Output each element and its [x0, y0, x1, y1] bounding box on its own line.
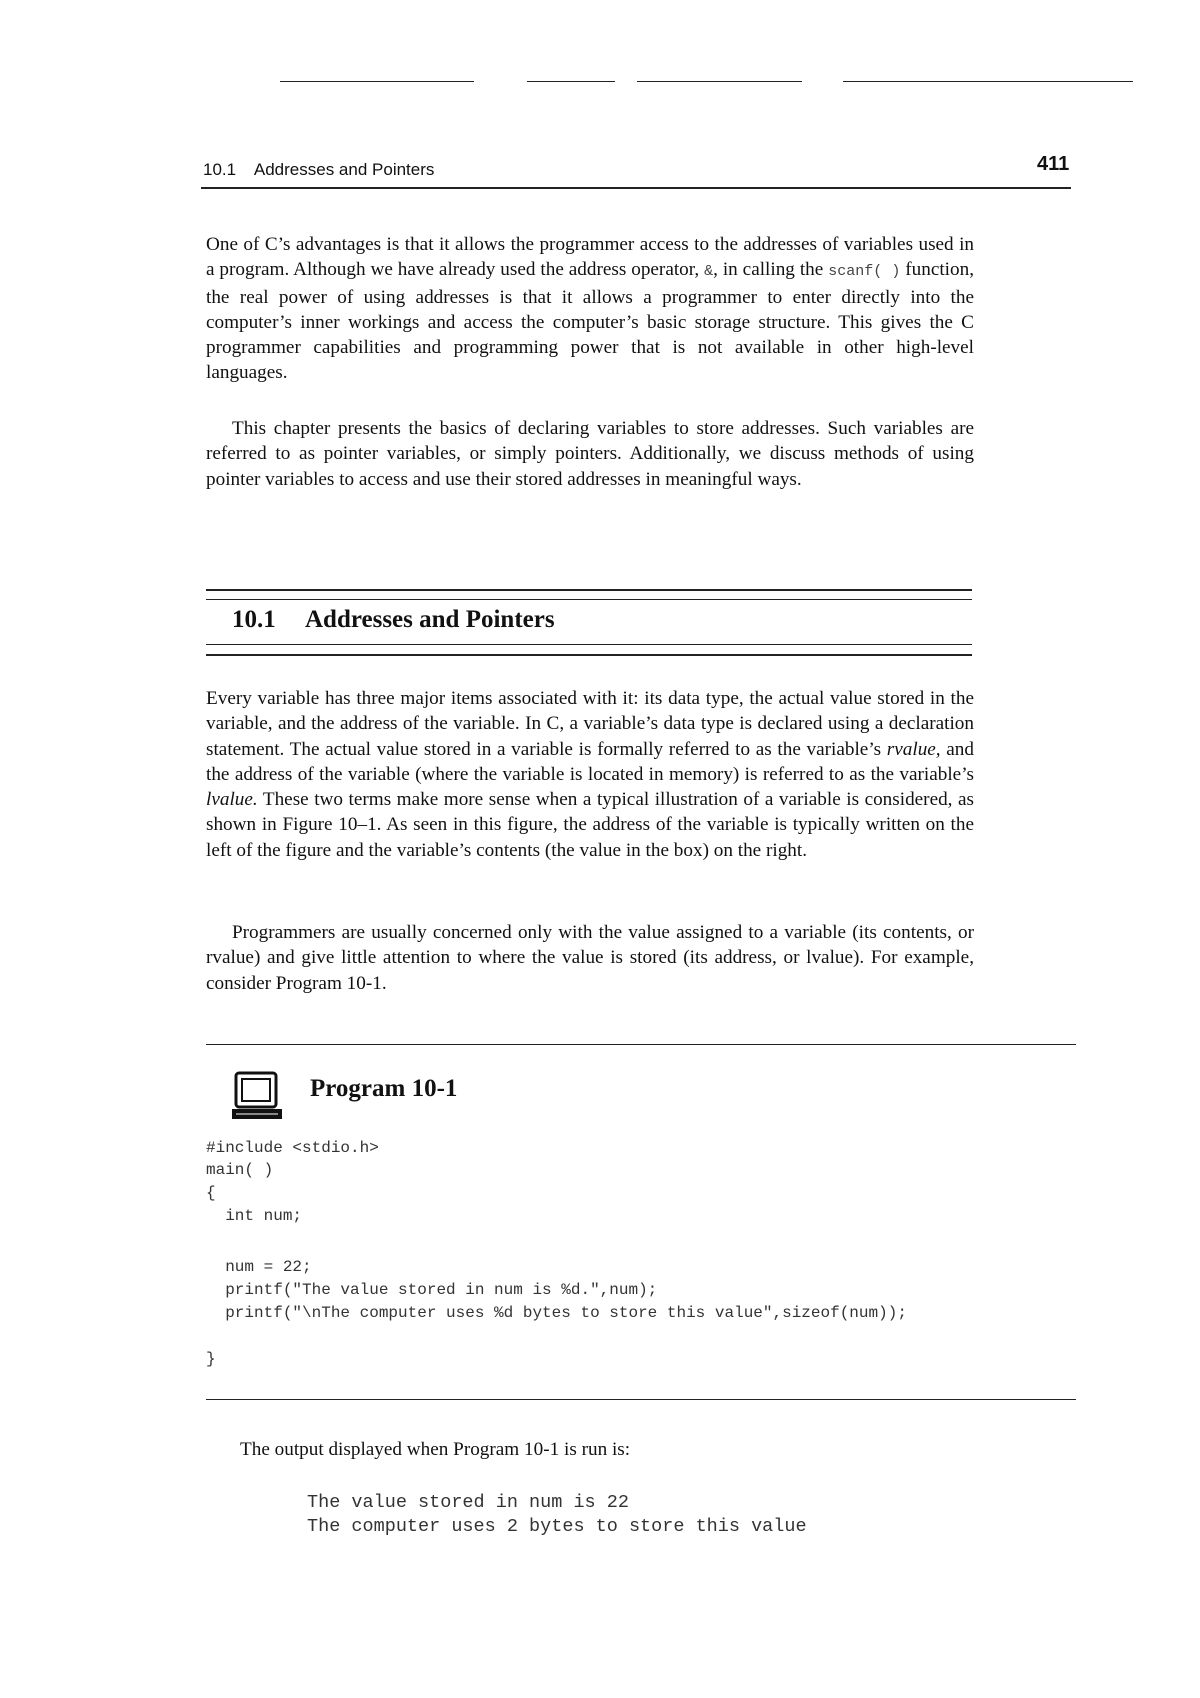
program-top-rule	[206, 1044, 1076, 1045]
body-paragraph-2: Programmers are usually concerned only with the value assigned to a variable (its contents, or rvalue) and give little attention to where the value is stored (its address, or lvalue). For example, consider Program 10-1.	[206, 922, 974, 994]
running-head	[203, 160, 434, 180]
term-rvalue: rvalue,	[886, 738, 941, 760]
code-line: }	[206, 1350, 216, 1368]
top-rule	[527, 81, 615, 82]
section-number: 10.1	[232, 606, 276, 633]
computer-icon	[230, 1071, 284, 1121]
top-rule	[637, 81, 802, 82]
scanf-code: scanf( )	[828, 263, 901, 281]
intro-text-3: function, the real power of using addresses is that it allows a programmer to enter directly into the computer’s inner workings and access the computer’s basic storage structure. This gives the C programmer capabilities and programming power that is not available in other high-level languages.	[206, 259, 974, 384]
page-number: 411	[1037, 153, 1070, 175]
output-line: The value stored in num is 22	[307, 1492, 629, 1513]
body-text-3: These two terms make more sense when a typical illustration of a variable is considered, as shown in Figure 10–1. As seen in this figure, the address of the variable is typically written on the left of the figure and the variable’s contents (the value in the box) on the right.	[206, 789, 974, 861]
section-title: Addresses and Pointers	[305, 606, 555, 633]
body-paragraph-1	[206, 686, 974, 863]
address-operator: &	[704, 263, 714, 281]
intro-paragraph-1	[206, 232, 974, 386]
output-line: The computer uses 2 bytes to store this value	[307, 1516, 807, 1537]
code-line: {	[206, 1184, 216, 1202]
program-title: Program 10-1	[310, 1075, 458, 1102]
intro-paragraph-2: This chapter presents the basics of declaring variables to store addresses. Such variables are referred to as pointer variables, or simply pointers. Additionally, we discuss methods of using pointer variables to access and use their stored addresses in meaningful ways.	[206, 418, 974, 490]
program-bottom-rule	[206, 1399, 1076, 1400]
section-rule	[206, 589, 972, 591]
running-head-title: Addresses and Pointers	[253, 160, 435, 179]
term-lvalue: lvalue.	[206, 789, 258, 811]
top-rule	[280, 81, 474, 82]
code-line: main( )	[206, 1161, 274, 1179]
section-rule	[206, 654, 972, 656]
code-line: int num;	[206, 1207, 303, 1225]
code-line: num = 22;	[206, 1258, 312, 1276]
intro-text-2: , in calling the	[713, 259, 829, 281]
body-text-1: Every variable has three major items associated with it: its data type, the actual value stored in the variable, and the address of the variable. In C, a variable’s data type is declared using a declaration statement. The actual value stored in a variable is formally referred to as the variable’s	[206, 688, 974, 760]
running-head-section-number: 10.1	[203, 160, 237, 179]
top-rule	[843, 81, 1133, 82]
section-heading	[232, 606, 555, 634]
body-text-2: and the address of the variable (where the variable is located in memory) is referred to as the variable’s	[206, 738, 974, 785]
running-head-rule	[201, 187, 1071, 189]
code-line: printf("\nThe computer uses %d bytes to store this value",sizeof(num));	[206, 1304, 907, 1322]
section-rule	[206, 599, 972, 600]
intro-text-1: One of C’s advantages is that it allows the programmer access to the addresses of variables used in a program. Although we have already used the address operator,	[206, 234, 974, 281]
code-line: printf("The value stored in num is %d.",num);	[206, 1281, 658, 1299]
output-intro: The output displayed when Program 10-1 is run is:	[240, 1439, 631, 1460]
section-rule	[206, 644, 972, 645]
code-line: #include <stdio.h>	[206, 1139, 379, 1157]
